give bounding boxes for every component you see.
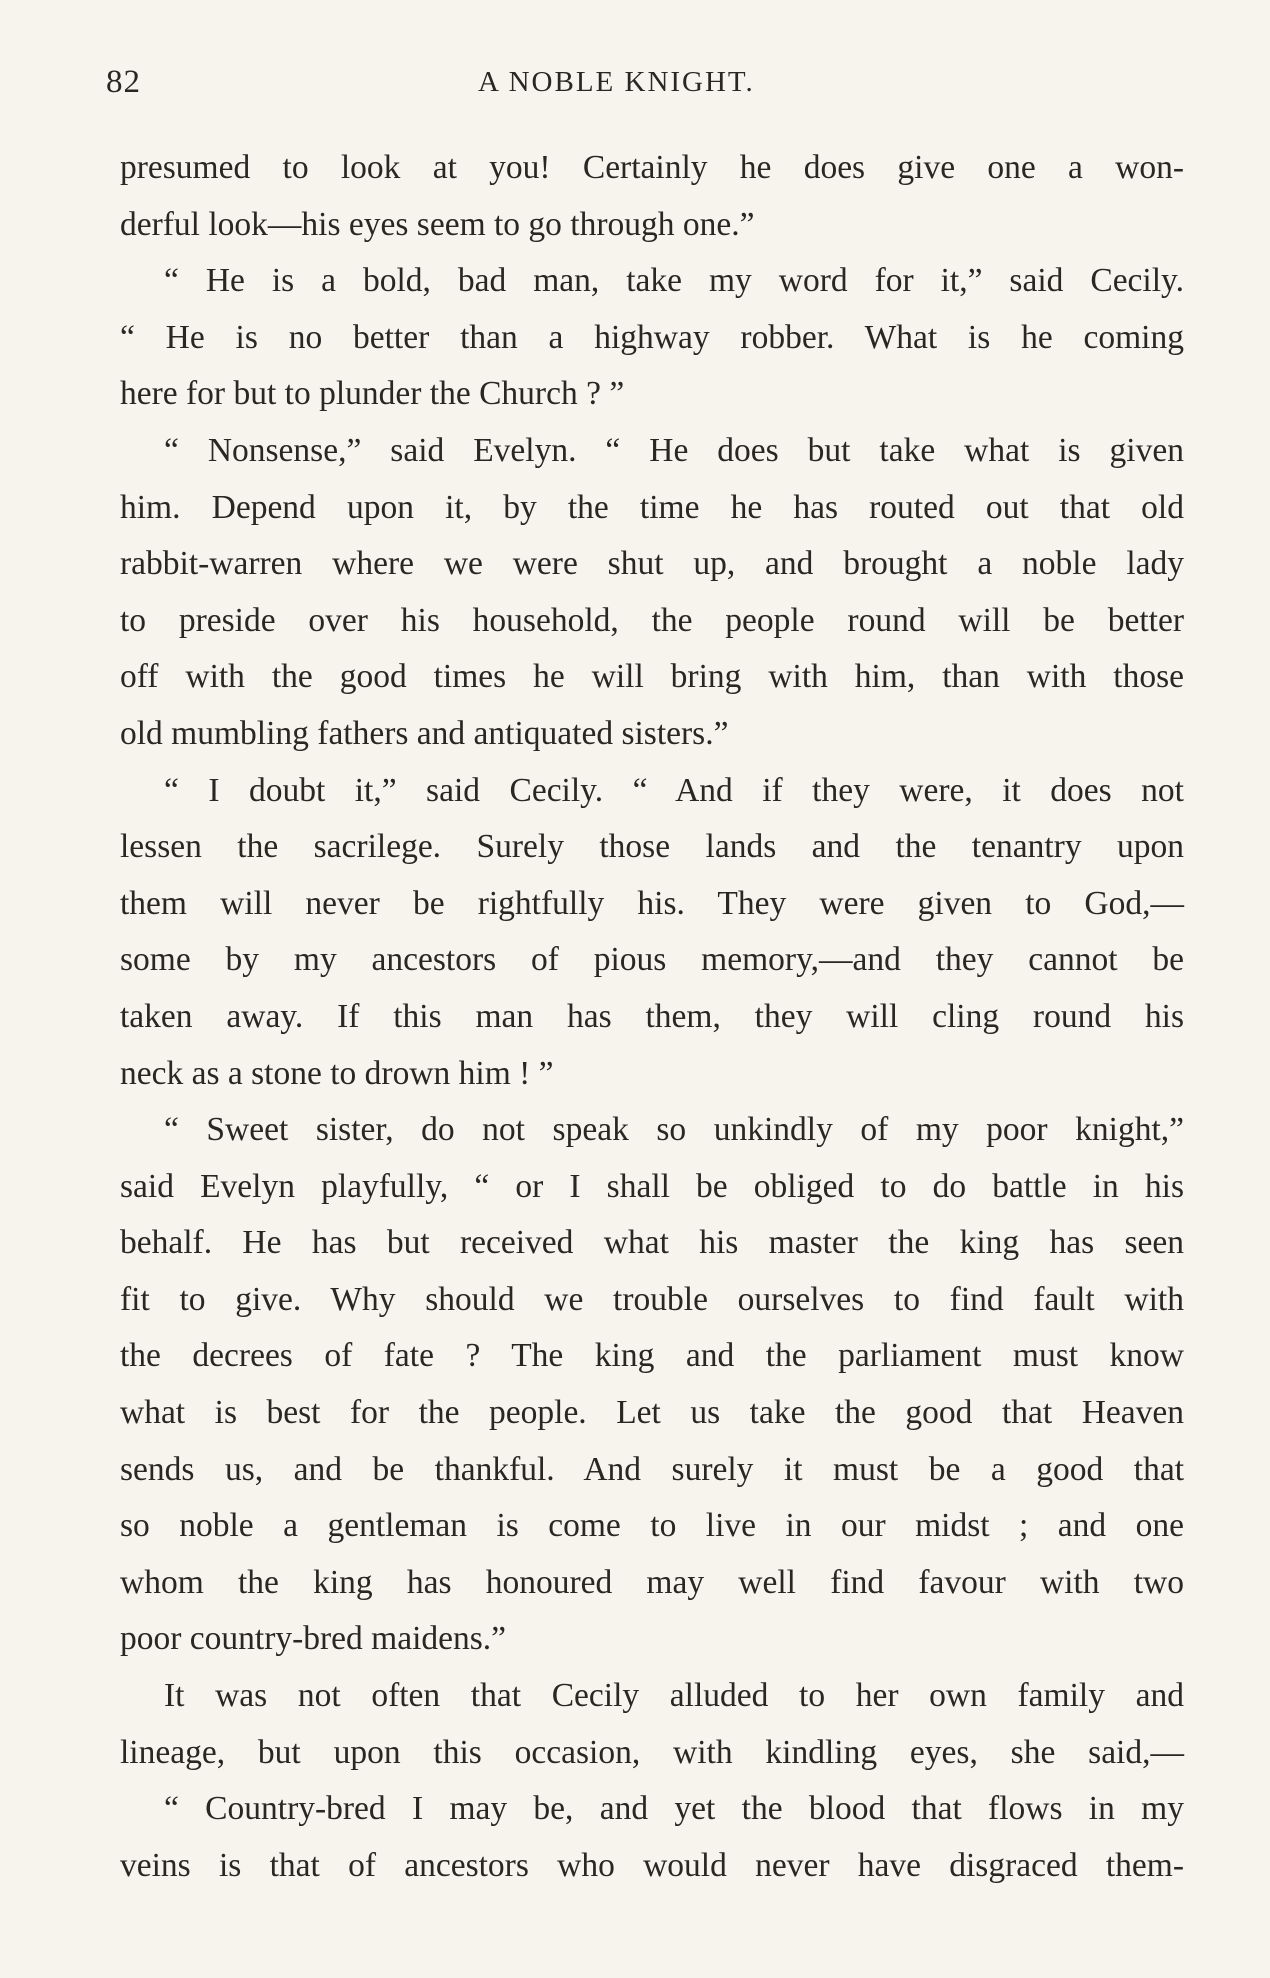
text-line: rabbit-warren where we were shut up, and brought a noble lady [120,545,1184,583]
text-line: It was not often that Cecily alluded to her own family and [164,1677,1184,1715]
text-line: veins is that of ancestors who would never have disgraced them- [120,1846,1184,1884]
text-line: said Evelyn playfully, “ or I shall be obliged to do battle in his [120,1167,1184,1205]
text-line: poor country-bred maidens.” [120,1620,507,1658]
text-line: fit to give. Why should we trouble ourselves to find fault with [120,1280,1184,1318]
text-line: “ Country-bred I may be, and yet the blood that flows in my [164,1790,1184,1828]
text-line: neck as a stone to drown him ! ” [120,1054,554,1092]
text-line: here for but to plunder the Church ? ” [120,375,625,413]
text-line: whom the king has honoured may well find favour with two [120,1563,1184,1601]
text-line: off with the good times he will bring with him, than with those [120,658,1184,696]
text-line: derful look—his eyes seem to go through one.” [120,205,755,243]
page-header [106,64,1206,108]
text-line: old mumbling fathers and antiquated sisters.” [120,714,729,752]
text-line: “ He is no better than a highway robber. What is he coming [120,318,1184,356]
body-text [120,140,1184,1894]
text-line: sends us, and be thankful. And surely it must be a good that [120,1450,1184,1488]
text-line: “ I doubt it,” said Cecily. “ And if they were, it does not [164,771,1184,809]
text-line: behalf. He has but received what his master the king has seen [120,1224,1184,1262]
text-line: presumed to look at you! Certainly he does give one a won- [120,149,1184,186]
text-line: so noble a gentleman is come to live in our midst ; and one [120,1507,1184,1545]
text-line: taken away. If this man has them, they will cling round his [120,997,1184,1035]
text-line: some by my ancestors of pious memory,—and they cannot be [120,941,1184,979]
text-line: “ Sweet sister, do not speak so unkindly of my poor knight,” [164,1111,1184,1149]
text-line: the decrees of fate ? The king and the parliament must know [120,1337,1184,1375]
text-line: lineage, but upon this occasion, with kindling eyes, she said,— [120,1733,1184,1771]
text-line: lessen the sacrilege. Surely those lands and the tenantry upon [120,828,1184,866]
text-line: “ Nonsense,” said Evelyn. “ He does but take what is given [164,431,1184,469]
page-number: 82 [106,64,141,100]
text-line: him. Depend upon it, by the time he has routed out that old [120,488,1184,526]
text-line: what is best for the people. Let us take the good that Heaven [120,1394,1184,1432]
text-line: to preside over his household, the people round will be better [120,601,1184,639]
text-line: them will never be rightfully his. They were given to God,— [120,884,1184,922]
running-title: A NOBLE KNIGHT. [478,66,755,98]
text-line: “ He is a bold, bad man, take my word for it,” said Cecily. [164,262,1184,300]
